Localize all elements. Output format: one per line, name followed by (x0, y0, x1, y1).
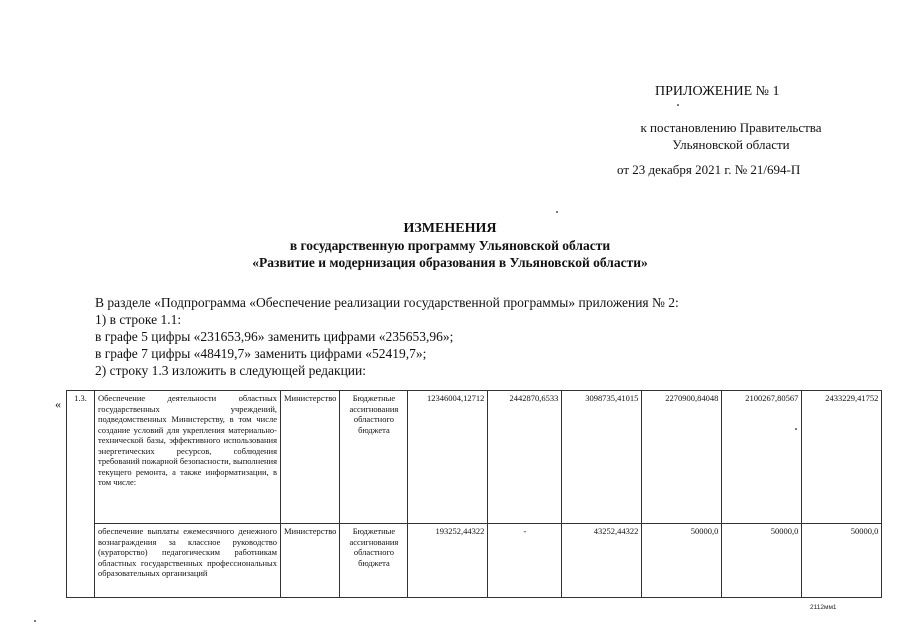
heading-subtitle-2: «Развитие и модернизация образования в Ульяновской области» (252, 255, 648, 270)
value-year-4: 2100267,80567 (722, 391, 802, 524)
value-year-3: 2270900,84048 (642, 391, 722, 524)
footer-code: 2112мм1 (810, 604, 837, 611)
value-year-2: 3098735,41015 (562, 391, 642, 524)
intro-line-4: в графе 7 цифры «48419,7» заменить цифрами «52419,7»; (95, 346, 427, 361)
intro-line-5: 2) строку 1.3 изложить в следующей редакции: (95, 363, 367, 378)
amendments-table (66, 390, 882, 598)
value-year-5: 2433229,41752 (802, 391, 882, 524)
intro-text (95, 294, 815, 379)
value-year-5: 50000,0 (802, 524, 882, 598)
value-year-2: 43252,44322 (562, 524, 642, 598)
decree-date: от 23 декабря 2021 г. № 21/694-П (617, 162, 801, 177)
row-funding-source: Бюджетные ассигнования областного бюджета (340, 524, 408, 598)
scan-speck (556, 211, 558, 213)
heading-subtitle-1: в государственную программу Ульяновской области (289, 238, 611, 253)
row-funding-source: Бюджетные ассигнования областного бюджета (340, 391, 408, 524)
value-year-3: 50000,0 (642, 524, 722, 598)
row-description: Обеспечение деятельности областных государственных учреждений, подведомственных Министерству, в том числе создание условий для укрепления материально-технической базы, эффективного использования энергетических ресурсов, соблюдения требований пожарной безопасности, выполнения текущего ремонта, а также информатизации, в том числе: (95, 391, 281, 524)
row-executor: Министерство (281, 391, 340, 524)
table-row (67, 524, 882, 598)
row-number: 1.3. (67, 391, 95, 598)
scan-speck (34, 620, 36, 622)
opening-quote-mark: « (55, 397, 61, 411)
table-row (67, 391, 882, 524)
value-total: 12346004,12712 (408, 391, 488, 524)
decree-reference (621, 119, 841, 153)
value-year-1: 2442870,6533 (488, 391, 562, 524)
heading-title: ИЗМЕНЕНИЯ (403, 221, 497, 236)
value-year-4: 50000,0 (722, 524, 802, 598)
row-executor: Министерство (281, 524, 340, 598)
intro-line-2: 1) в строке 1.1: (95, 312, 182, 327)
row-description: обеспечение выплаты ежемесячного денежного вознаграждения за классное руководство (кураторство) педагогическим работникам областных государственных профессиональных образовательных организаций (95, 524, 281, 598)
decree-reference-line-1: к постановлению Правительства (640, 120, 822, 135)
intro-line-3: в графе 5 цифры «231653,96» заменить цифрами «235653,96»; (95, 329, 454, 344)
scan-speck (677, 104, 679, 106)
intro-line-1: В разделе «Подпрограмма «Обеспечение реализации государственной программы» приложения № 2: (95, 295, 679, 310)
appendix-title: ПРИЛОЖЕНИЕ № 1 (655, 84, 780, 99)
scan-speck (795, 428, 797, 430)
document-heading (150, 220, 750, 271)
value-total: 193252,44322 (408, 524, 488, 598)
decree-reference-line-2: Ульяновской области (672, 137, 790, 152)
value-year-1: - (488, 524, 562, 598)
